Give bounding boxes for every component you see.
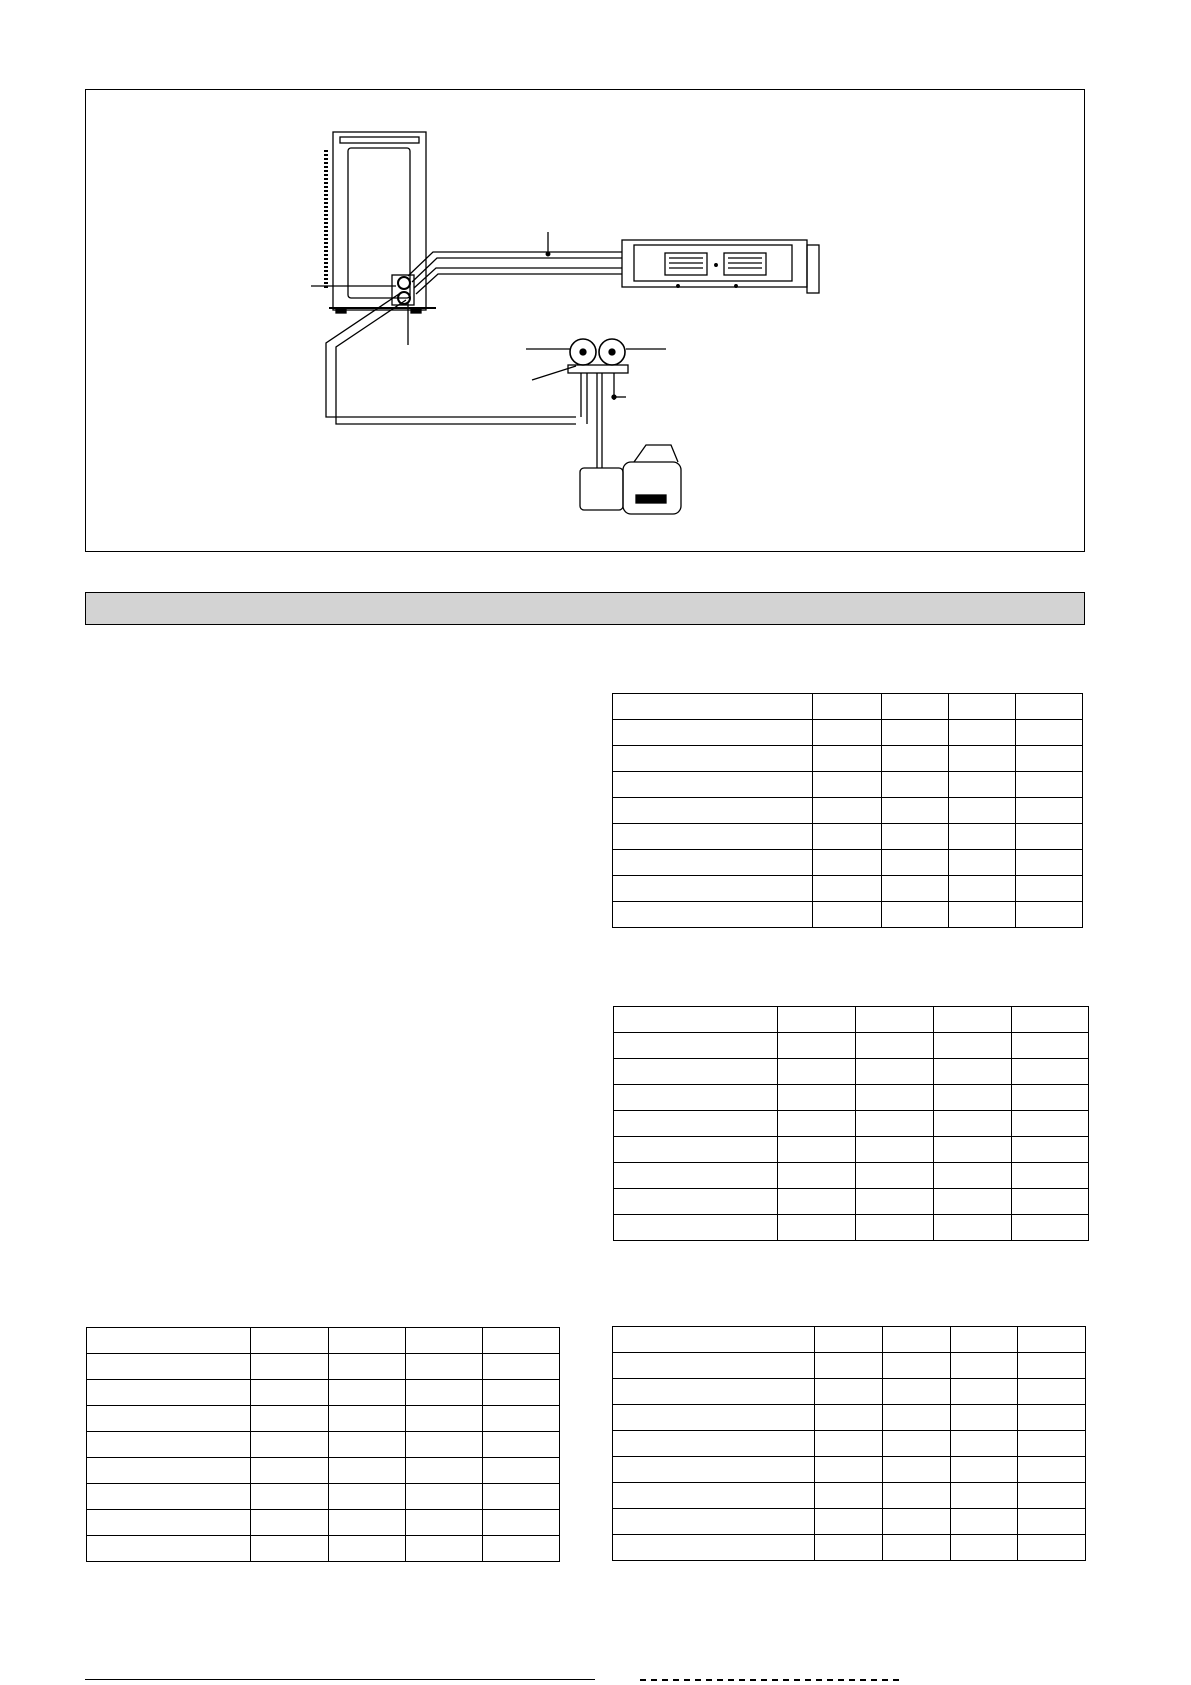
table-cell	[614, 1215, 778, 1241]
table-row	[613, 1431, 1086, 1457]
table-cell	[1012, 1085, 1089, 1111]
table-cell	[813, 720, 881, 746]
table-cell	[883, 1327, 951, 1353]
table-row	[613, 1327, 1086, 1353]
table-cell	[329, 1432, 406, 1458]
table-cell	[613, 850, 813, 876]
table-cell	[814, 1353, 883, 1379]
table-cell	[881, 720, 948, 746]
table-cell	[1018, 1535, 1086, 1561]
table-row	[613, 1509, 1086, 1535]
table-cell	[813, 798, 881, 824]
table-cell	[883, 1379, 951, 1405]
table-cell	[406, 1510, 483, 1536]
table-cell	[814, 1327, 883, 1353]
table-cell	[778, 1137, 856, 1163]
table-cell	[813, 902, 881, 928]
table-cell	[950, 1405, 1018, 1431]
table-row	[613, 1457, 1086, 1483]
table-cell	[950, 1457, 1018, 1483]
table-cell	[883, 1431, 951, 1457]
table-cell	[778, 1189, 856, 1215]
table-cell	[1018, 1431, 1086, 1457]
table-cell	[948, 824, 1015, 850]
table-cell	[329, 1328, 406, 1354]
diagram-frame	[85, 89, 1085, 552]
table-cell	[406, 1328, 483, 1354]
table-cell	[1018, 1353, 1086, 1379]
table-cell	[934, 1085, 1012, 1111]
table-cell	[251, 1380, 329, 1406]
table-cell	[814, 1483, 883, 1509]
table-cell	[614, 1085, 778, 1111]
table-cell	[613, 1457, 815, 1483]
section-header-bar	[85, 592, 1085, 625]
table-cell	[329, 1536, 406, 1562]
table-row	[613, 1379, 1086, 1405]
table-cell	[813, 694, 881, 720]
table-cell	[948, 798, 1015, 824]
table-cell	[613, 1327, 815, 1353]
table-cell	[814, 1431, 883, 1457]
table-cell	[251, 1458, 329, 1484]
table-cell	[881, 876, 948, 902]
table-cell	[1015, 694, 1082, 720]
table-cell	[1018, 1327, 1086, 1353]
table-cell	[814, 1457, 883, 1483]
table-cell	[251, 1484, 329, 1510]
table-cell	[1012, 1163, 1089, 1189]
table-cell	[1012, 1033, 1089, 1059]
table-cell	[483, 1536, 560, 1562]
table-cell	[1012, 1189, 1089, 1215]
table-cell	[613, 902, 813, 928]
table-row	[613, 1405, 1086, 1431]
table-cell	[948, 694, 1015, 720]
table-cell	[948, 720, 1015, 746]
table-cell	[883, 1457, 951, 1483]
table-cell	[934, 1033, 1012, 1059]
table-cell	[1018, 1457, 1086, 1483]
table-cell	[1012, 1111, 1089, 1137]
table-cell	[483, 1432, 560, 1458]
gauge-manifold	[526, 339, 666, 440]
table-cell	[856, 1059, 934, 1085]
table-cell	[1015, 798, 1082, 824]
table-cell	[613, 694, 813, 720]
table-cell	[1018, 1379, 1086, 1405]
table-bottom-right	[612, 1326, 1086, 1561]
table-cell	[1012, 1007, 1089, 1033]
vacuum-evacuation-diagram	[86, 90, 1086, 553]
table-cell	[613, 1405, 815, 1431]
table-cell	[406, 1380, 483, 1406]
table-cell	[87, 1536, 251, 1562]
table-cell	[614, 1111, 778, 1137]
table-row	[87, 1354, 560, 1380]
table-cell	[483, 1354, 560, 1380]
table-cell	[883, 1535, 951, 1561]
table-cell	[856, 1085, 934, 1111]
table-cell	[813, 824, 881, 850]
table-cell	[814, 1509, 883, 1535]
table-cell	[856, 1111, 934, 1137]
table-cell	[814, 1379, 883, 1405]
table-row	[613, 850, 1083, 876]
table-cell	[813, 772, 881, 798]
table-cell	[934, 1215, 1012, 1241]
table-cell	[1012, 1215, 1089, 1241]
table-cell	[614, 1163, 778, 1189]
table-row	[614, 1111, 1089, 1137]
table-cell	[614, 1059, 778, 1085]
table-cell	[814, 1405, 883, 1431]
table-cell	[406, 1458, 483, 1484]
table-cell	[883, 1353, 951, 1379]
table-cell	[1018, 1483, 1086, 1509]
table-cell	[483, 1328, 560, 1354]
table-row	[613, 720, 1083, 746]
table-row	[87, 1432, 560, 1458]
table-cell	[613, 1431, 815, 1457]
table-cell	[948, 876, 1015, 902]
footer-text-marks	[640, 1679, 900, 1681]
table-cell	[87, 1380, 251, 1406]
table-row	[614, 1085, 1089, 1111]
table-cell	[87, 1328, 251, 1354]
table-cell	[881, 694, 948, 720]
table-cell	[1015, 746, 1082, 772]
table-cell	[87, 1458, 251, 1484]
table-row	[613, 876, 1083, 902]
table-cell	[87, 1406, 251, 1432]
table-row	[613, 902, 1083, 928]
table-row	[614, 1059, 1089, 1085]
table-cell	[881, 902, 948, 928]
table-cell	[483, 1380, 560, 1406]
table-cell	[1015, 902, 1082, 928]
table-cell	[613, 746, 813, 772]
table-cell	[483, 1484, 560, 1510]
table-cell	[87, 1484, 251, 1510]
table-cell	[778, 1059, 856, 1085]
table-cell	[613, 798, 813, 824]
table-cell	[406, 1354, 483, 1380]
table-cell	[1015, 850, 1082, 876]
table-cell	[329, 1406, 406, 1432]
table-cell	[948, 746, 1015, 772]
table-cell	[1015, 824, 1082, 850]
table-row	[614, 1033, 1089, 1059]
table-cell	[1015, 720, 1082, 746]
indoor-ducted-unit	[622, 240, 819, 293]
table-cell	[87, 1432, 251, 1458]
table-row	[87, 1536, 560, 1562]
connecting-pipes	[326, 232, 622, 424]
table-cell	[613, 772, 813, 798]
table-cell	[950, 1327, 1018, 1353]
table-row	[613, 1483, 1086, 1509]
table-cell	[856, 1189, 934, 1215]
table-cell	[856, 1007, 934, 1033]
table-cell	[251, 1536, 329, 1562]
table-cell	[934, 1163, 1012, 1189]
table-cell	[881, 772, 948, 798]
table-cell	[1018, 1405, 1086, 1431]
table-cell	[950, 1379, 1018, 1405]
table-cell	[614, 1007, 778, 1033]
table-cell	[329, 1484, 406, 1510]
table-cell	[950, 1431, 1018, 1457]
table-cell	[856, 1163, 934, 1189]
table-cell	[251, 1406, 329, 1432]
table-cell	[614, 1137, 778, 1163]
table-cell	[87, 1354, 251, 1380]
table-cell	[1018, 1509, 1086, 1535]
table-row	[87, 1406, 560, 1432]
table-cell	[881, 850, 948, 876]
table-cell	[778, 1085, 856, 1111]
table-cell	[406, 1536, 483, 1562]
table-cell	[406, 1484, 483, 1510]
table-cell	[813, 746, 881, 772]
table-cell	[329, 1354, 406, 1380]
table-cell	[406, 1432, 483, 1458]
table-cell	[613, 1379, 815, 1405]
table-cell	[881, 798, 948, 824]
table-cell	[1015, 876, 1082, 902]
table-cell	[87, 1510, 251, 1536]
table-cell	[950, 1353, 1018, 1379]
footer-rule	[85, 1679, 595, 1680]
table-cell	[406, 1406, 483, 1432]
table-cell	[613, 720, 813, 746]
table-cell	[856, 1033, 934, 1059]
table-row	[613, 1535, 1086, 1561]
table-cell	[950, 1535, 1018, 1561]
table-row	[613, 772, 1083, 798]
table-cell	[613, 1483, 815, 1509]
table-cell	[934, 1189, 1012, 1215]
table-row	[87, 1484, 560, 1510]
table-cell	[778, 1111, 856, 1137]
table-cell	[1015, 772, 1082, 798]
table-cell	[883, 1405, 951, 1431]
table-cell	[934, 1137, 1012, 1163]
table-cell	[856, 1215, 934, 1241]
table-cell	[613, 1353, 815, 1379]
table-cell	[934, 1059, 1012, 1085]
table-row	[613, 746, 1083, 772]
table-cell	[251, 1328, 329, 1354]
table-row	[613, 1353, 1086, 1379]
table-row	[614, 1137, 1089, 1163]
table-cell	[329, 1510, 406, 1536]
table-cell	[613, 876, 813, 902]
table-row	[87, 1380, 560, 1406]
table-row	[87, 1328, 560, 1354]
table-top-right	[612, 693, 1083, 928]
table-row	[614, 1163, 1089, 1189]
table-cell	[613, 1535, 815, 1561]
table-row	[614, 1189, 1089, 1215]
table-cell	[856, 1137, 934, 1163]
table-row	[614, 1007, 1089, 1033]
table-cell	[614, 1189, 778, 1215]
table-cell	[881, 746, 948, 772]
table-cell	[251, 1354, 329, 1380]
table-cell	[613, 824, 813, 850]
table-row	[613, 824, 1083, 850]
table-cell	[614, 1033, 778, 1059]
table-cell	[329, 1380, 406, 1406]
table-row	[87, 1458, 560, 1484]
table-bottom-left	[86, 1327, 560, 1562]
table-cell	[1012, 1059, 1089, 1085]
table-cell	[950, 1483, 1018, 1509]
table-cell	[613, 1509, 815, 1535]
table-middle-right	[613, 1006, 1089, 1241]
table-cell	[934, 1111, 1012, 1137]
table-cell	[483, 1458, 560, 1484]
table-cell	[950, 1509, 1018, 1535]
table-row	[613, 798, 1083, 824]
table-cell	[881, 824, 948, 850]
table-cell	[251, 1510, 329, 1536]
table-cell	[778, 1007, 856, 1033]
table-cell	[778, 1033, 856, 1059]
table-cell	[883, 1483, 951, 1509]
table-cell	[813, 876, 881, 902]
table-cell	[483, 1406, 560, 1432]
table-cell	[251, 1432, 329, 1458]
table-cell	[814, 1535, 883, 1561]
table-cell	[948, 902, 1015, 928]
table-cell	[934, 1007, 1012, 1033]
table-cell	[948, 772, 1015, 798]
table-row	[613, 694, 1083, 720]
table-cell	[778, 1163, 856, 1189]
table-row	[614, 1215, 1089, 1241]
table-cell	[778, 1215, 856, 1241]
table-cell	[948, 850, 1015, 876]
table-cell	[883, 1509, 951, 1535]
table-cell	[483, 1510, 560, 1536]
table-row	[87, 1510, 560, 1536]
vacuum-pump	[580, 445, 681, 514]
table-cell	[1012, 1137, 1089, 1163]
table-cell	[813, 850, 881, 876]
table-cell	[329, 1458, 406, 1484]
